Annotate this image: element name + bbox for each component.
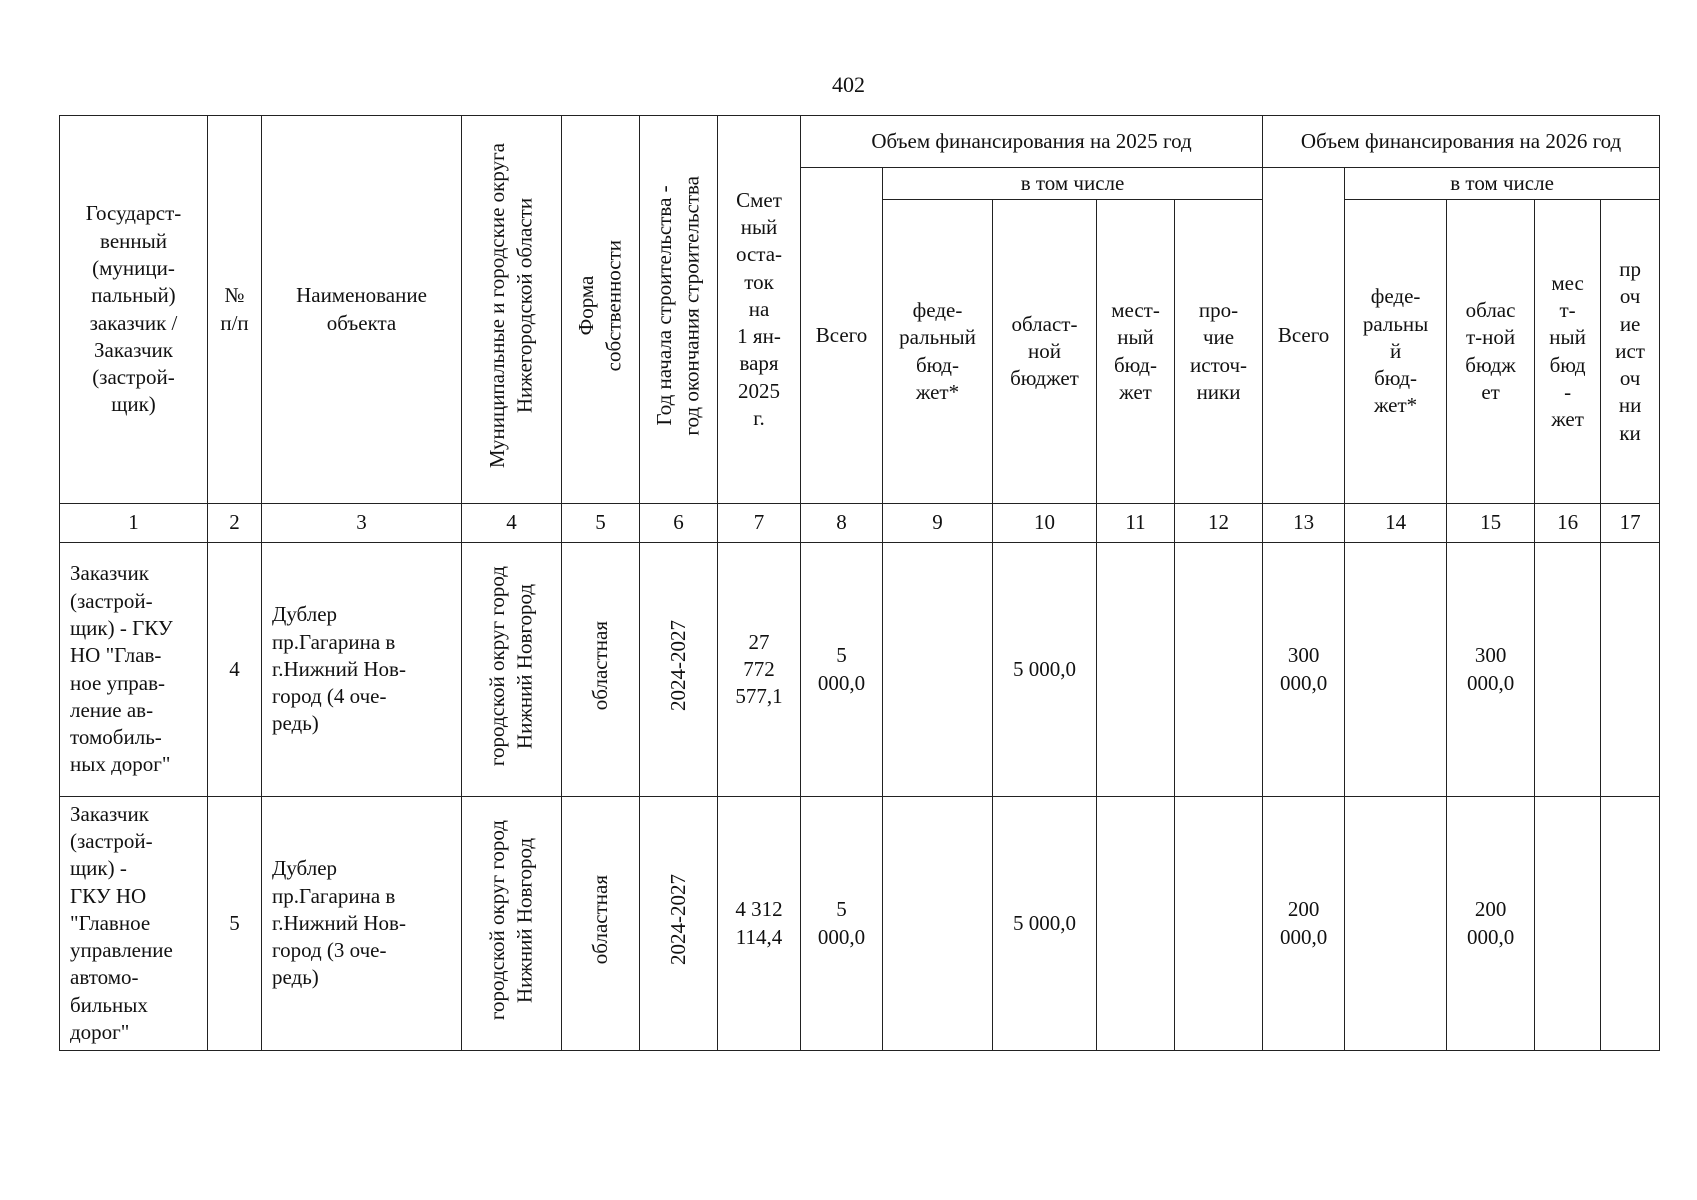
column-number: 1 xyxy=(60,504,208,543)
header-total-2026: Всего xyxy=(1263,168,1345,504)
table-row xyxy=(60,543,1660,797)
header-estimate: Смет ный оста- ток на 1 ян- варя 2025 г. xyxy=(718,116,801,504)
column-number: 4 xyxy=(462,504,562,543)
column-number-row xyxy=(60,504,1660,543)
local-2026-cell xyxy=(1535,543,1601,797)
estimate-cell: 27 772 577,1 xyxy=(718,543,801,797)
header-num: № п/п xyxy=(208,116,262,504)
header-federal-2026: феде- ральны й бюд- жет* xyxy=(1345,200,1447,504)
column-number: 10 xyxy=(993,504,1097,543)
total-2026-cell: 200 000,0 xyxy=(1263,797,1345,1051)
column-number: 16 xyxy=(1535,504,1601,543)
local-2026-cell xyxy=(1535,797,1601,1051)
header-municipality: Муниципальные и городские округа Нижегородской области xyxy=(462,116,562,504)
financing-table xyxy=(59,115,1660,1051)
row-number-cell: 4 xyxy=(208,543,262,797)
column-number: 12 xyxy=(1175,504,1263,543)
column-number: 11 xyxy=(1097,504,1175,543)
header-customer: Государст- венный (муници- пальный) заказчик / Заказчик (застрой- щик) xyxy=(60,116,208,504)
header-local-2026: мес т- ный бюд - жет xyxy=(1535,200,1601,504)
table-row xyxy=(60,797,1660,1051)
column-number: 7 xyxy=(718,504,801,543)
header-including-2025: в том числе xyxy=(883,168,1263,200)
federal-2025-cell xyxy=(883,543,993,797)
regional-2025-cell: 5 000,0 xyxy=(993,543,1097,797)
header-row-1 xyxy=(60,116,1660,168)
total-2026-cell: 300 000,0 xyxy=(1263,543,1345,797)
federal-2025-cell xyxy=(883,797,993,1051)
ownership-cell: областная xyxy=(562,797,640,1051)
column-number: 2 xyxy=(208,504,262,543)
object-name-cell: Дублер пр.Гагарина в г.Нижний Нов- город (4 оче- редь) xyxy=(262,543,462,797)
header-ownership: Форма собственности xyxy=(562,116,640,504)
years-cell: 2024-2027 xyxy=(640,797,718,1051)
municipality-cell: городской округ город Нижний Новгород xyxy=(462,797,562,1051)
estimate-cell: 4 312 114,4 xyxy=(718,797,801,1051)
header-including-2026: в том числе xyxy=(1345,168,1660,200)
header-other-2026: пр оч ие ист оч ни ки xyxy=(1601,200,1660,504)
customer-cell: Заказчик (застрой- щик) - ГКУ НО "Главное управление автомо- бильных дорог" xyxy=(60,797,208,1051)
header-object-name: Наименование объекта xyxy=(262,116,462,504)
column-number: 17 xyxy=(1601,504,1660,543)
total-2025-cell: 5 000,0 xyxy=(801,543,883,797)
column-number: 14 xyxy=(1345,504,1447,543)
regional-2025-cell: 5 000,0 xyxy=(993,797,1097,1051)
other-2025-cell xyxy=(1175,543,1263,797)
column-number: 5 xyxy=(562,504,640,543)
ownership-cell: областная xyxy=(562,543,640,797)
other-2026-cell xyxy=(1601,543,1660,797)
other-2026-cell xyxy=(1601,797,1660,1051)
object-name-cell: Дублер пр.Гагарина в г.Нижний Нов- город (3 оче- редь) xyxy=(262,797,462,1051)
column-number: 15 xyxy=(1447,504,1535,543)
column-number: 3 xyxy=(262,504,462,543)
regional-2026-cell: 200 000,0 xyxy=(1447,797,1535,1051)
header-total-2025: Всего xyxy=(801,168,883,504)
regional-2026-cell: 300 000,0 xyxy=(1447,543,1535,797)
header-local-2025: мест- ный бюд- жет xyxy=(1097,200,1175,504)
header-regional-2025: област- ной бюджет xyxy=(993,200,1097,504)
header-years: Год начала строительства - год окончания строительства xyxy=(640,116,718,504)
local-2025-cell xyxy=(1097,543,1175,797)
row-number-cell: 5 xyxy=(208,797,262,1051)
federal-2026-cell xyxy=(1345,543,1447,797)
header-other-2025: про- чие источ- ники xyxy=(1175,200,1263,504)
header-regional-2026: облас т-ной бюдж ет xyxy=(1447,200,1535,504)
other-2025-cell xyxy=(1175,797,1263,1051)
header-federal-2025: феде- ральный бюд- жет* xyxy=(883,200,993,504)
column-number: 9 xyxy=(883,504,993,543)
local-2025-cell xyxy=(1097,797,1175,1051)
column-number: 13 xyxy=(1263,504,1345,543)
customer-cell: Заказчик (застрой- щик) - ГКУ НО "Глав- ное управ- ление ав- томобиль- ных дорог" xyxy=(60,543,208,797)
page-number: 402 xyxy=(832,72,865,97)
total-2025-cell: 5 000,0 xyxy=(801,797,883,1051)
column-number: 8 xyxy=(801,504,883,543)
years-cell: 2024-2027 xyxy=(640,543,718,797)
header-financing-2026: Объем финансирования на 2026 год xyxy=(1263,116,1660,168)
municipality-cell: городской округ город Нижний Новгород xyxy=(462,543,562,797)
header-financing-2025: Объем финансирования на 2025 год xyxy=(801,116,1263,168)
federal-2026-cell xyxy=(1345,797,1447,1051)
column-number: 6 xyxy=(640,504,718,543)
